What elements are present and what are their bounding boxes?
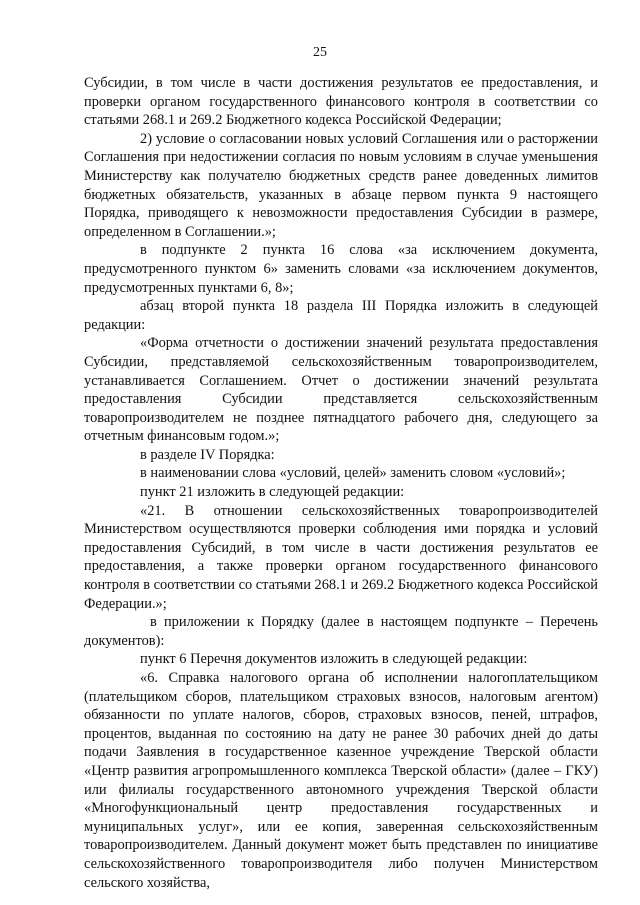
paragraph-subsidy-continuation: Субсидии, в том числе в части достижения результатов ее предоставления, и проверки органом государственного финансового контроля в соответствии со статьями 268.1 и 269.2 Бюджетного кодекса Российской Федерации; <box>84 75 598 129</box>
paragraph-appendix-intro: в приложении к Порядку (далее в настоящем подпункте – Перечень документов): <box>84 614 598 649</box>
paragraph-point-18-intro: абзац второй пункта 18 раздела III Порядка изложить в следующей редакции: <box>84 298 598 333</box>
paragraph-subpoint-2-point-16: в подпункте 2 пункта 16 слова «за исключением документа, предусмотренного пунктом 6» заменить словами «за исключением документов, предусмотренных пунктами 6, 8»; <box>84 242 598 296</box>
paragraph-tax-certificate: «6. Справка налогового органа об исполнении налогоплательщиком (плательщиком сборов, плательщиком страховых взносов, налоговым агентом) обязанности по уплате налогов, сборов, страховых взносов, пеней, штрафов, процентов, выданная по состоянию на дату не ранее 30 рабочих дней до даты подачи Заявления в государственное казенное учреждение Тверской области «Центр развития агропромышленного комплекса Тверской области» (далее – ГКУ) или филиалы государственного автономного учреждения Тверской области «Многофункциональный центр предоставления государственных и муниципальных услуг», или ее копия, заверенная сельскохозяйственным товаропроизводителем. Данный документ может быть представлен по инициативе сельскохозяйственного товаропроизводителя либо получен Министерством сельского хозяйства, <box>84 670 598 891</box>
paragraph-point-6-intro: пункт 6 Перечня документов изложить в следующей редакции: <box>140 651 528 668</box>
paragraph-point-21-intro: пункт 21 изложить в следующей редакции: <box>140 484 405 501</box>
paragraph-condition-2: 2) условие о согласовании новых условий Соглашения или о расторжении Соглашения при недостижении согласия по новым условиям в случае уменьшения Министерству как получателю бюджетных средств ранее доведенных лимитов бюджетных обязательств, указанных в абзаце первом пункта 9 настоящего Порядка, приводящего к невозможности предоставления Субсидии в размере, определенном в Соглашении.»; <box>84 130 598 240</box>
document-body <box>84 74 598 892</box>
page-number: 25 <box>313 45 327 60</box>
paragraph-reporting-form: «Форма отчетности о достижении значений результата предоставления Субсидии, представляемой сельскохозяйственным товаропроизводителем, устанавливается Соглашением. Отчет о достижении значений результата предоставления Субсидии представляется сельскохозяйственным товаропроизводителем не позднее пятнадцатого рабочего дня, следующего за отчетным финансовым годом.»; <box>84 335 598 445</box>
paragraph-section-iv-title: в наименовании слова «условий, целей» заменить словом «условий»; <box>140 465 566 482</box>
paragraph-section-iv: в разделе IV Порядка: <box>140 446 275 463</box>
paragraph-point-21: «21. В отношении сельскохозяйственных товаропроизводителей Министерством осуществляются проверки соблюдения ими порядка и условий предоставления Субсидий, в том числе в части достижения результатов ее предоставления, а также проверки органом государственного финансового контроля в соответствии со статьями 268.1 и 269.2 Бюджетного кодекса Российской Федерации.»; <box>84 502 598 612</box>
